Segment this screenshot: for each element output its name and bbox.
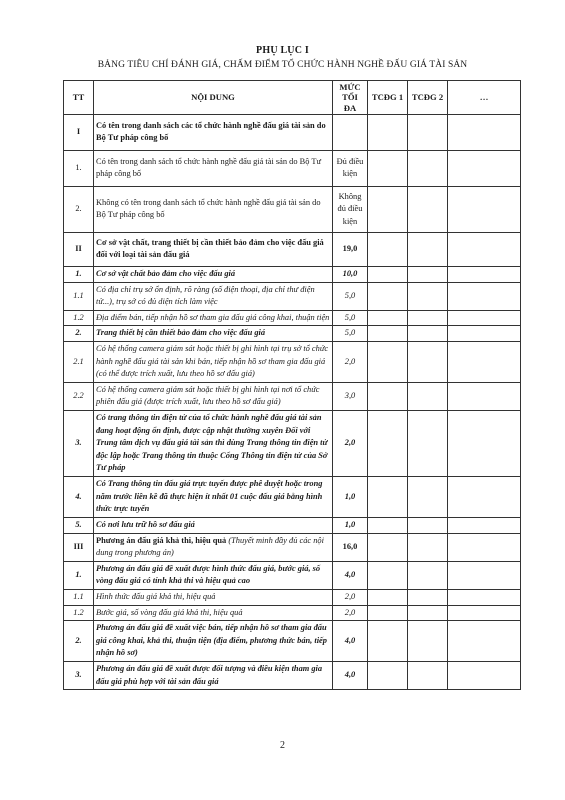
row-content: Phương án đấu giá đề xuất việc bán, tiếp nhận hồ sơ tham gia đấu giá công khai, khả thi, thuận tiện (địa điểm, phương thức bán, tiếp nhận hồ sơ) [94, 621, 333, 662]
row-score: 5,0 [333, 326, 368, 342]
header-more: … [448, 81, 521, 115]
criteria-table [63, 80, 521, 690]
row-cell-tcdg1 [368, 561, 408, 589]
row-score: 3,0 [333, 382, 368, 410]
row-tt: 2. [64, 186, 94, 232]
row-content: Có trang thông tin điện tử của tổ chức hành nghề đấu giá tài sản đang hoạt động ổn định, được cập nhật thường xuyên Đối với Trung tâm dịch vụ đấu giá tài sản thì dùng Trang thông tin điện tử độc lập hoặc Trang thông tin thuộc Cổng Thông tin điện tử của Sở Tư pháp [94, 411, 333, 477]
row-cell-tcdg1 [368, 266, 408, 282]
row-content: Phương án đấu giá đề xuất được hình thức đấu giá, bước giá, số vòng đấu giá có tính khả thi và hiệu quả cao [94, 561, 333, 589]
row-score: Không đủ điều kiện [333, 186, 368, 232]
row-tt: 1. [64, 266, 94, 282]
row-cell-more [448, 232, 521, 266]
row-score: 10,0 [333, 266, 368, 282]
row-content: Có hệ thống camera giám sát hoặc thiết bị ghi hình tại nơi tổ chức phiên đấu giá (được trích xuất, lưu theo hồ sơ đấu giá) [94, 382, 333, 410]
table-row [64, 341, 521, 382]
row-tt: 1.1 [64, 589, 94, 605]
row-content: Địa điểm bán, tiếp nhận hồ sơ tham gia đấu giá công khai, thuận tiện [94, 310, 333, 326]
row-cell-tcdg2 [408, 561, 448, 589]
table-row [64, 310, 521, 326]
row-cell-tcdg1 [368, 382, 408, 410]
row-content: Có hệ thống camera giám sát hoặc thiết bị ghi hình tại trụ sở tổ chức hành nghề đấu giá tài sản khi bán, tiếp nhận hồ sơ tham gia đấu giá (có thể được trích xuất, lưu theo hồ sơ đấu giá) [94, 341, 333, 382]
row-cell-tcdg1 [368, 517, 408, 533]
row-tt: 2.2 [64, 382, 94, 410]
table-row [64, 517, 521, 533]
row-cell-tcdg2 [408, 114, 448, 150]
row-content-main: Phương án đấu giá khả thi, hiệu quả [96, 535, 227, 545]
header-content: NỘI DUNG [94, 81, 333, 115]
row-cell-more [448, 186, 521, 232]
row-content: Trang thiết bị cần thiết bảo đảm cho việc đấu giá [94, 326, 333, 342]
table-row [64, 232, 521, 266]
row-score: 1,0 [333, 517, 368, 533]
row-tt: 5. [64, 517, 94, 533]
row-cell-tcdg2 [408, 282, 448, 310]
page-number: 2 [280, 740, 285, 751]
row-cell-more [448, 114, 521, 150]
row-cell-tcdg2 [408, 517, 448, 533]
row-cell-tcdg1 [368, 662, 408, 690]
row-cell-more [448, 150, 521, 186]
row-cell-tcdg1 [368, 589, 408, 605]
row-cell-more [448, 266, 521, 282]
table-row [64, 411, 521, 477]
row-cell-tcdg2 [408, 411, 448, 477]
row-tt: 1. [64, 561, 94, 589]
appendix-subtitle: BẢNG TIÊU CHÍ ĐÁNH GIÁ, CHẤM ĐIỂM TỔ CHỨC HÀNH NGHỀ ĐẤU GIÁ TÀI SẢN [97, 60, 468, 70]
table-row [64, 266, 521, 282]
row-cell-tcdg1 [368, 186, 408, 232]
row-tt: 1.1 [64, 282, 94, 310]
row-score: 4,0 [333, 561, 368, 589]
table-row [64, 114, 521, 150]
row-cell-more [448, 477, 521, 518]
row-tt: 3. [64, 662, 94, 690]
row-tt: III [64, 533, 94, 561]
row-tt: 1.2 [64, 605, 94, 621]
header-tt: TT [64, 81, 94, 115]
row-content: Cơ sở vật chất bảo đảm cho việc đấu giá [94, 266, 333, 282]
row-cell-tcdg1 [368, 326, 408, 342]
row-tt: 2. [64, 621, 94, 662]
row-tt: 1. [64, 150, 94, 186]
row-cell-tcdg1 [368, 114, 408, 150]
row-score [333, 114, 368, 150]
row-cell-tcdg2 [408, 382, 448, 410]
table-row [64, 282, 521, 310]
row-cell-tcdg2 [408, 341, 448, 382]
row-content: Phương án đấu giá đề xuất được đối tượng và điều kiện tham gia đấu giá phù hợp với tài sản đấu giá [94, 662, 333, 690]
row-cell-tcdg2 [408, 621, 448, 662]
table-row [64, 326, 521, 342]
appendix-title: PHỤ LỤC I [256, 45, 309, 56]
row-tt: 1.2 [64, 310, 94, 326]
header-tcdg2: TCĐG 2 [408, 81, 448, 115]
row-cell-more [448, 561, 521, 589]
row-cell-tcdg1 [368, 310, 408, 326]
table-row [64, 150, 521, 186]
row-cell-tcdg2 [408, 533, 448, 561]
table-row [64, 533, 521, 561]
row-tt: I [64, 114, 94, 150]
row-tt: 4. [64, 477, 94, 518]
table-row [64, 186, 521, 232]
row-score: 5,0 [333, 310, 368, 326]
row-cell-tcdg1 [368, 411, 408, 477]
row-cell-more [448, 326, 521, 342]
table-row [64, 605, 521, 621]
row-cell-more [448, 621, 521, 662]
row-cell-tcdg1 [368, 150, 408, 186]
row-content [94, 533, 333, 561]
row-content: Có tên trong danh sách tổ chức hành nghề đấu giá tài sản do Bộ Tư pháp công bố [94, 150, 333, 186]
row-cell-tcdg2 [408, 150, 448, 186]
row-cell-tcdg2 [408, 186, 448, 232]
row-cell-tcdg1 [368, 605, 408, 621]
header-max-score: MỨC TỐI ĐA [333, 81, 368, 115]
row-cell-tcdg2 [408, 662, 448, 690]
row-content: Có nơi lưu trữ hồ sơ đấu giá [94, 517, 333, 533]
row-cell-more [448, 662, 521, 690]
row-content: Có Trang thông tin đấu giá trực tuyến được phê duyệt hoặc trong năm trước liền kề đã thực hiện ít nhất 01 cuộc đấu giá bằng hình thức trực tuyến [94, 477, 333, 518]
table-row [64, 621, 521, 662]
row-score: Đủ điều kiện [333, 150, 368, 186]
row-score: 1,0 [333, 477, 368, 518]
row-cell-more [448, 382, 521, 410]
row-cell-tcdg2 [408, 589, 448, 605]
table-row [64, 662, 521, 690]
row-content-note: (Thuyết minh đầy đủ các nội dung trong phương án) [96, 535, 324, 558]
row-cell-more [448, 341, 521, 382]
row-cell-tcdg2 [408, 266, 448, 282]
row-content: Bước giá, số vòng đấu giá khả thi, hiệu quả [94, 605, 333, 621]
row-cell-more [448, 533, 521, 561]
row-cell-tcdg1 [368, 621, 408, 662]
row-cell-more [448, 605, 521, 621]
row-score: 16,0 [333, 533, 368, 561]
row-content: Không có tên trong danh sách tổ chức hành nghề đấu giá tài sản do Bộ Tư pháp công bố [94, 186, 333, 232]
row-cell-tcdg2 [408, 310, 448, 326]
row-cell-tcdg1 [368, 341, 408, 382]
row-cell-tcdg1 [368, 232, 408, 266]
row-score: 2,0 [333, 605, 368, 621]
row-score: 5,0 [333, 282, 368, 310]
row-tt: 3. [64, 411, 94, 477]
row-tt: 2.1 [64, 341, 94, 382]
row-score: 2,0 [333, 341, 368, 382]
row-cell-tcdg2 [408, 605, 448, 621]
header-row [64, 81, 521, 115]
row-cell-tcdg2 [408, 232, 448, 266]
row-cell-more [448, 589, 521, 605]
row-score: 4,0 [333, 662, 368, 690]
row-cell-more [448, 411, 521, 477]
row-cell-tcdg1 [368, 533, 408, 561]
row-score: 4,0 [333, 621, 368, 662]
row-cell-more [448, 517, 521, 533]
row-cell-tcdg2 [408, 477, 448, 518]
table-row [64, 589, 521, 605]
row-cell-tcdg2 [408, 326, 448, 342]
header-tcdg1: TCĐG 1 [368, 81, 408, 115]
row-content: Hình thức đấu giá khả thi, hiệu quả [94, 589, 333, 605]
row-score: 2,0 [333, 411, 368, 477]
row-cell-tcdg1 [368, 477, 408, 518]
row-tt: 2. [64, 326, 94, 342]
row-content: Cơ sở vật chất, trang thiết bị cần thiết bảo đảm cho việc đấu giá đối với loại tài sản đấu giá [94, 232, 333, 266]
row-cell-tcdg1 [368, 282, 408, 310]
row-tt: II [64, 232, 94, 266]
table-row [64, 477, 521, 518]
table-row [64, 561, 521, 589]
row-content: Có địa chỉ trụ sở ổn định, rõ ràng (số điện thoại, địa chỉ thư điện tử...), trụ sở có đủ diện tích làm việc [94, 282, 333, 310]
row-cell-more [448, 310, 521, 326]
table-row [64, 382, 521, 410]
row-score: 19,0 [333, 232, 368, 266]
row-cell-more [448, 282, 521, 310]
row-score: 2,0 [333, 589, 368, 605]
row-content: Có tên trong danh sách các tổ chức hành nghề đấu giá tài sản do Bộ Tư pháp công bố [94, 114, 333, 150]
